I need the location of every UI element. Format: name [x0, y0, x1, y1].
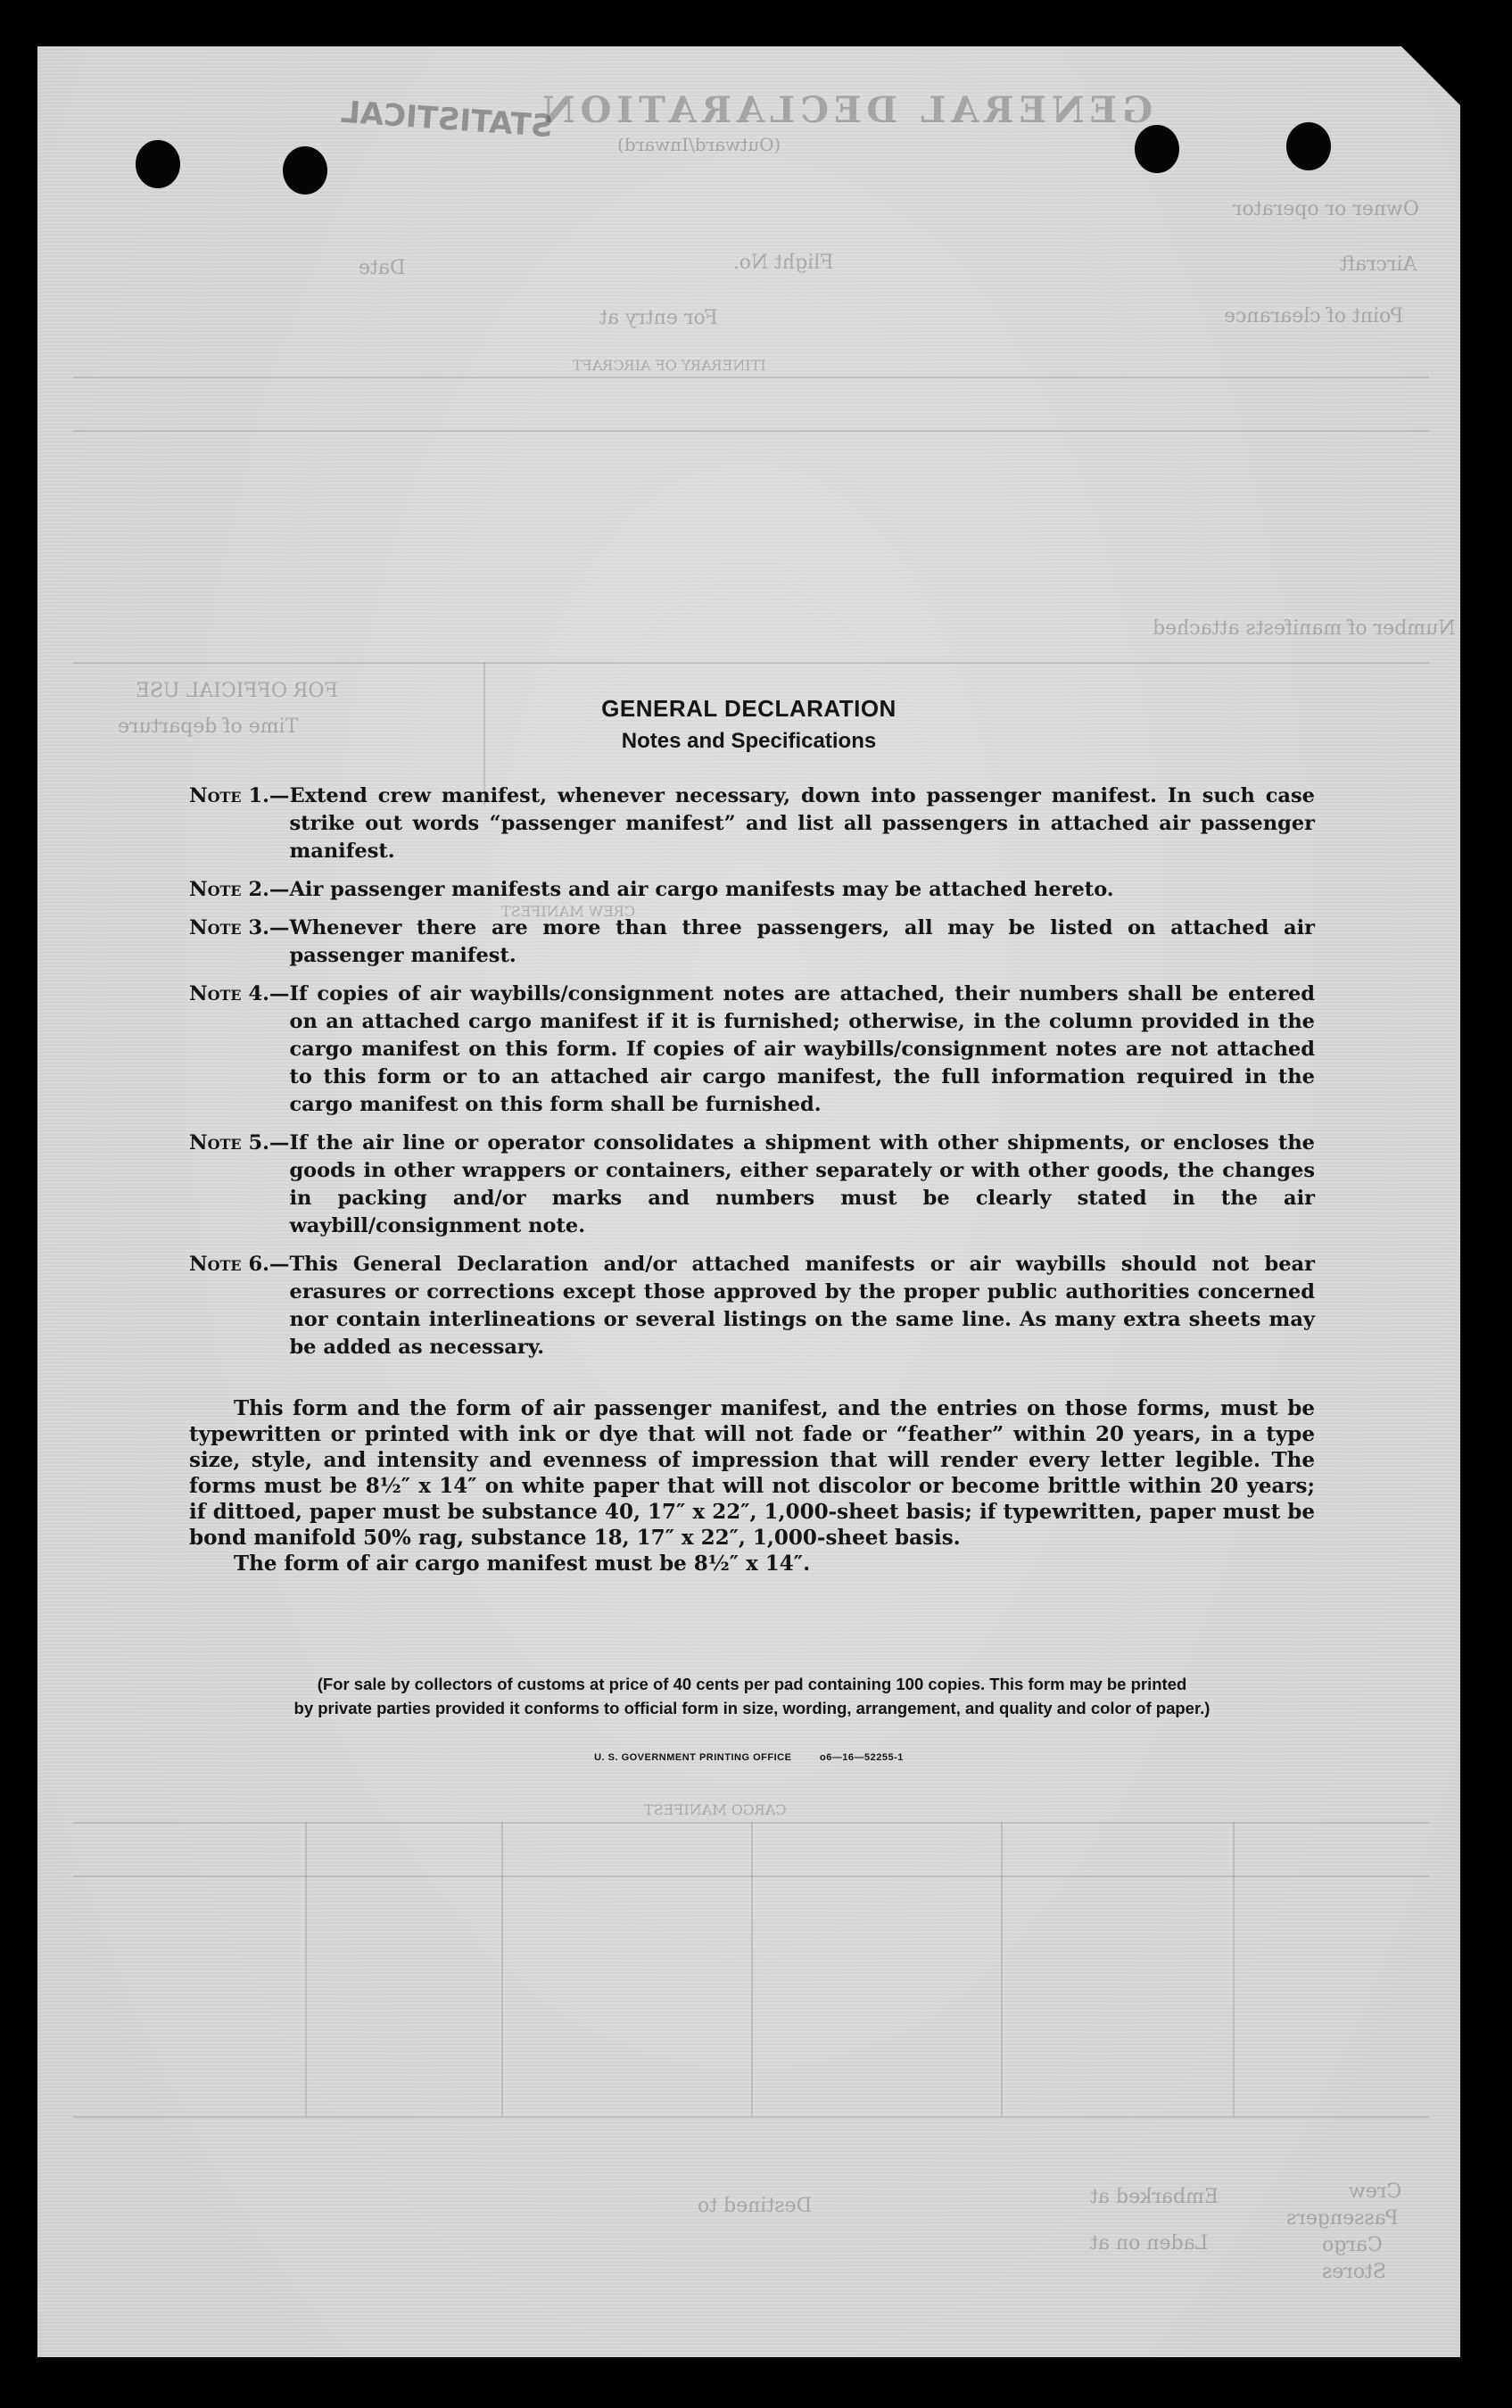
bleedthrough-official-label: FOR OFFICIAL USE	[136, 680, 338, 702]
bleedthrough-date-label: Date	[359, 257, 406, 279]
bleedthrough-aircraft-label: Aircraft	[1340, 253, 1417, 276]
bleedthrough-destined-label: Destined to	[698, 2195, 813, 2217]
bleedthrough-title: GENERAL DECLARATION	[537, 89, 1153, 131]
page-title: GENERAL DECLARATION	[601, 695, 896, 722]
bleedthrough-stores-label: Stores	[1322, 2261, 1386, 2283]
bleedthrough-subtitle: (Outward/Inward)	[617, 134, 781, 155]
paper-spec-paragraph: This form and the form of air passenger manifest, and the entries on those forms, must be typewritten or printed with ink or dye that will not fade or “feather” within 20 years, in a type size, style, and intensity and evenness of impression that will render every letter legible. The forms must be 8½″ x 14″ on white paper that will not discolor or become brittle within 20 years; if dittoed, paper must be substance 40, 17″ x 22″, 1,000-sheet basis; if typewritten, paper must be bond manifold 50% rag, substance 18, 17″ x 22″, 1,000-sheet basis.	[189, 1396, 1315, 1550]
printer-name: U. S. GOVERNMENT PRINTING OFFICE	[594, 1752, 792, 1763]
printer-imprint	[37, 1752, 1460, 1763]
note-item	[189, 1130, 1315, 1240]
bleedthrough-embarked-label: Embarked at	[1090, 2186, 1219, 2208]
note-item	[189, 876, 1315, 904]
bleedthrough-cargo-manifest-label: CARGO MANIFEST	[644, 1801, 787, 1818]
printer-code: o6—16—52255-1	[819, 1752, 904, 1763]
note-item	[189, 782, 1315, 865]
note-text: This General Declaration and/or attached manifests or air waybills should not bear erasures or corrections except those approved by the proper public authorities concerned nor contain interlineations or several listings on the same line. As many extra sheets may be added as necessary.	[289, 1253, 1315, 1359]
sale-notice	[180, 1672, 1324, 1720]
note-label: Note 6.—	[189, 1253, 290, 1276]
sale-notice-line: (For sale by collectors of customs at price of 40 cents per pad containing 100 copies. This form may be printed	[317, 1675, 1187, 1693]
bleedthrough-owner-label: Owner or operator	[1233, 198, 1419, 220]
bleedthrough-entry-label: For entry at	[599, 307, 718, 329]
note-item	[189, 1251, 1315, 1361]
note-text: Extend crew manifest, whenever necessary, down into passenger manifest. In such case strike out words “passenger manifest” and list all passengers in attached air passenger manifest.	[289, 784, 1315, 863]
bleedthrough-cargo-label: Cargo	[1322, 2234, 1383, 2256]
notes-list	[189, 782, 1315, 1372]
form-specifications	[189, 1395, 1315, 1576]
note-text: If copies of air waybills/consignment notes are attached, their numbers shall be entered on an attached cargo manifest if it is furnished; otherwise, in the column provided in the cargo manifest on this form. If copies of air waybills/consignment notes are not attached to this form or to an attached air cargo manifest, the full information required in the cargo manifest on this form shall be furnished.	[289, 982, 1315, 1116]
note-item	[189, 914, 1315, 970]
bleedthrough-passengers-label: Passengers	[1286, 2207, 1399, 2230]
cargo-manifest-spec: The form of air cargo manifest must be 8½″ x 14″.	[234, 1552, 811, 1576]
note-label: Note 2.—	[189, 878, 290, 901]
bleedthrough-stamp: STATISTICAL	[339, 94, 554, 145]
note-text: Air passenger manifests and air cargo manifests may be attached hereto.	[289, 878, 1114, 901]
note-item	[189, 981, 1315, 1119]
note-label: Note 3.—	[189, 916, 290, 939]
bleedthrough-departure-label: Time of departure	[118, 716, 299, 738]
bleedthrough-crew-label: Crew	[1349, 2180, 1402, 2203]
note-text: Whenever there are more than three passengers, all may be listed on attached air passenger manifest.	[289, 916, 1315, 967]
document-page	[37, 46, 1460, 2357]
bleedthrough-flight-label: Flight No.	[733, 252, 834, 274]
note-label: Note 1.—	[189, 784, 290, 807]
bleedthrough-clearance-label: Point of clearance	[1224, 305, 1404, 327]
note-text: If the air line or operator consolidates a shipment with other shipments, or encloses the goods in other wrappers or containers, either separately or with other goods, the changes in packing and/or marks and numbers must be clearly stated in the air waybill/consignment note.	[289, 1131, 1315, 1237]
page-subtitle: Notes and Specifications	[621, 729, 877, 753]
notes-content	[37, 46, 1460, 2357]
bleedthrough-manifests-label: Number of manifests attached	[1153, 617, 1456, 640]
bleedthrough-laden-label: Laden on at	[1090, 2232, 1209, 2255]
sale-notice-line: by private parties provided it conforms to official form in size, wording, arrangement, and quality and color of paper.)	[293, 1699, 1210, 1717]
note-label: Note 5.—	[189, 1131, 290, 1154]
note-label: Note 4.—	[189, 982, 290, 1005]
bleedthrough-crew-manifest-label: CREW MANIFEST	[501, 903, 636, 920]
bleedthrough-itinerary-label: ITINERARY OF AIRCRAFT	[573, 357, 766, 374]
